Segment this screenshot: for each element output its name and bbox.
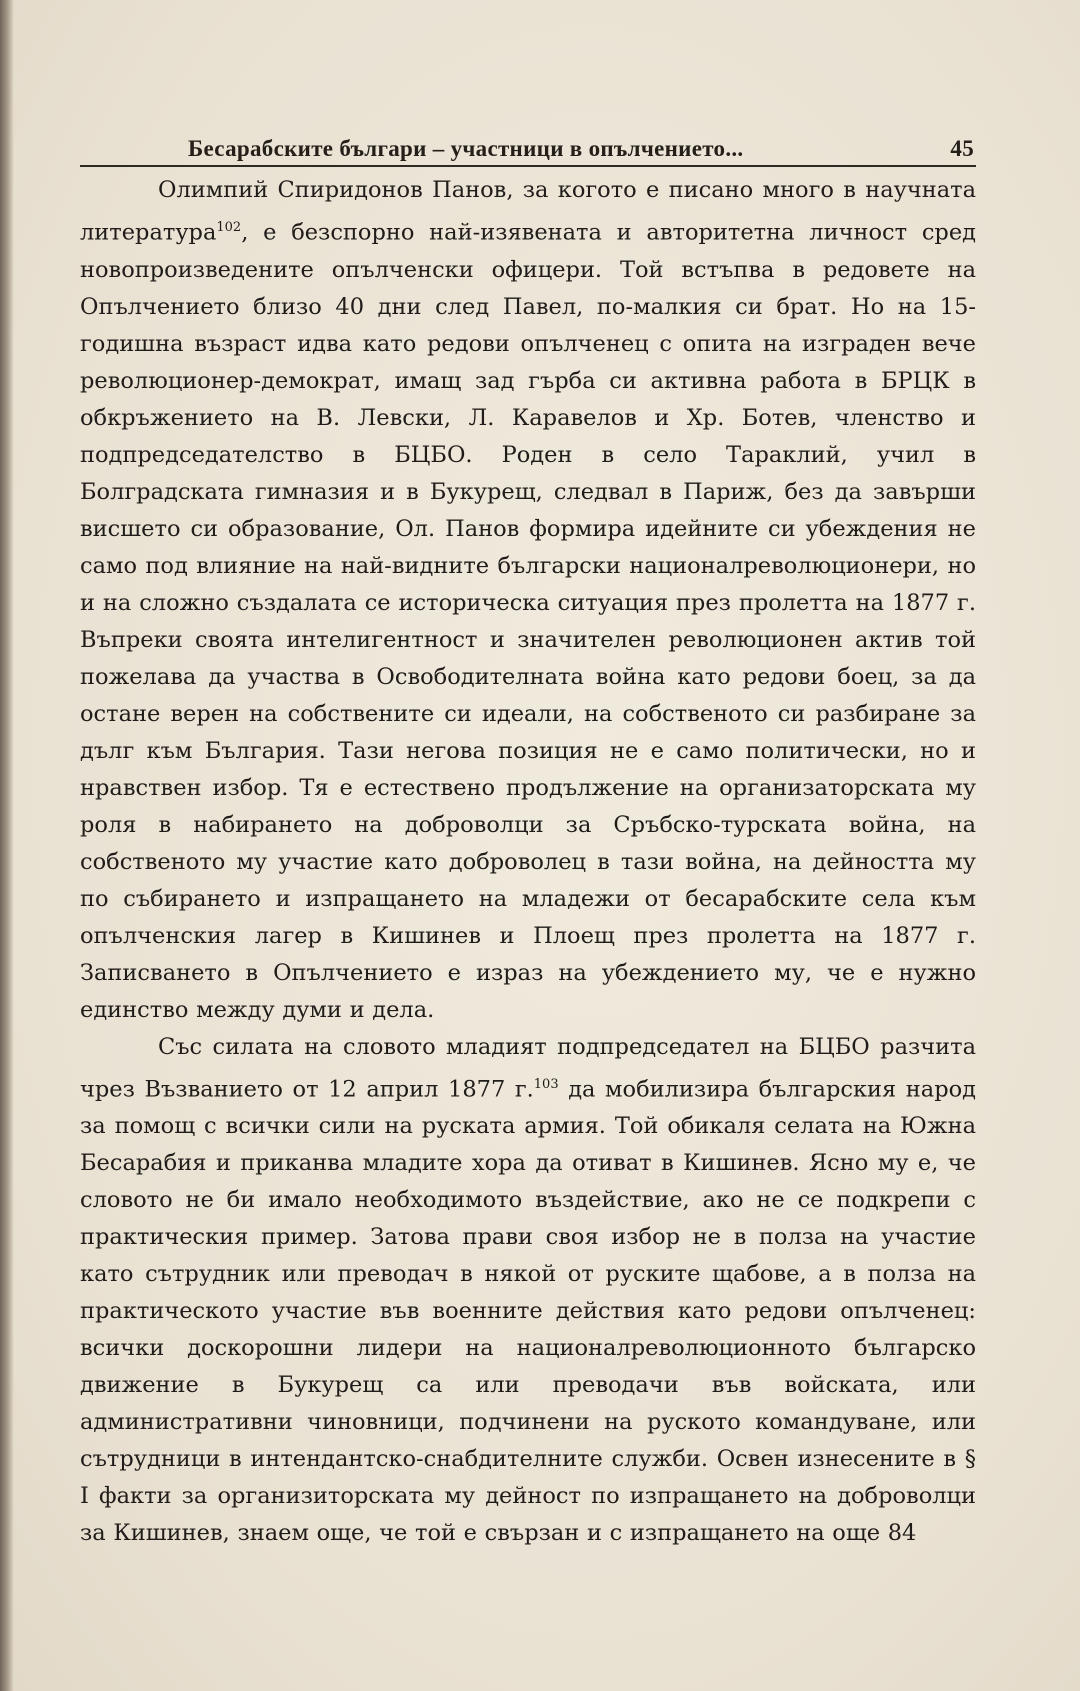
page-number: 45 — [950, 136, 974, 161]
text-run: Със силата на словото младият подпредседател на БЦБО разчита чрез Възванието от 12 април 1877 г. — [80, 1033, 976, 1102]
paragraph-2 — [80, 1029, 976, 1553]
running-header — [188, 122, 974, 162]
running-title: Бесарабските българи – участници в опълчението... — [188, 136, 744, 161]
text-run: , е безспорно най-изявената и авторитетна личност сред новопроизведените опълченски офицери. Той встъпва в редовете на Опълчението близо 40 дни след Павел, по-малкия си брат. Но на 15-годишна възраст идва като редови опълченец с опита на изграден вече революционер-демократ, имащ зад гърба си активна работа в БРЦК в обкръжението на В. Левски, Л. Каравелов и Хр. Ботев, членство и подпредседателство в БЦБО. Роден в село Тараклий, учил в Болградската гимназия и в Букурещ, следвал в Париж, без да завърши висшето си образование, Ол. Панов формира идейните си убеждения не само под влияние на най-видните български националреволюционери, но и на сложно създалата се историческа ситуация през пролетта на 1877 г. Въпреки своята интелигентност и значителен революционен актив той пожелава да участва в Освободителната война като редови боец, за да остане верен на собствените си идеали, на собственото си разбиране за дълг към България. Тази негова позиция не е само политически, но и нравствен избор. Тя е естествено продължение на организаторската му роля в набирането на доброволци за Сръбско-турската война, на собственото му участие като доброволец в тази война, на дейността му по събирането и изпращането на младежи от бесарабските села към опълченския лагер в Кишинев и Плоещ през пролетта на 1877 г. Записването в Опълчението е израз на убеждението му, че е нужно единство между думи и дела. — [80, 219, 976, 1023]
text-run: Олимпий Спиридонов Панов, за когото е писано много в научната литература — [80, 177, 976, 246]
body-text — [80, 172, 976, 1552]
footnote-ref-102: 102 — [216, 220, 242, 235]
header-rule — [80, 165, 976, 167]
footnote-ref-103: 103 — [533, 1076, 559, 1092]
text-run: да мобилизира българския народ за помощ с всички сили на руската армия. Той обикаля селата на Южна Бесарабия и приканва младите хора да отиват в Кишинев. Ясно му е, че словото не би имало необходимото въздействие, ако не се подкрепи с практическия пример. Затова прави своя избор не в полза на участие като сътрудник или преводач в някой от руските щабове, а в полза на практическото участие във военните действия като редови опълченец: всички доскорошни лидери на националреволюционното българско движение в Букурещ са или преводачи във войската, или административни чиновници, подчинени на руското командуване, или сътрудници в интендантско-снабдителните служби. Освен изнесените в § I факти за организиторската му дейност по изпращането на доброволци за Кишинев, знаем още, че той е свързан и с изпращането на още 84 — [80, 1076, 976, 1546]
page-spine-shadow — [0, 0, 14, 1691]
paragraph-1 — [80, 172, 976, 1029]
